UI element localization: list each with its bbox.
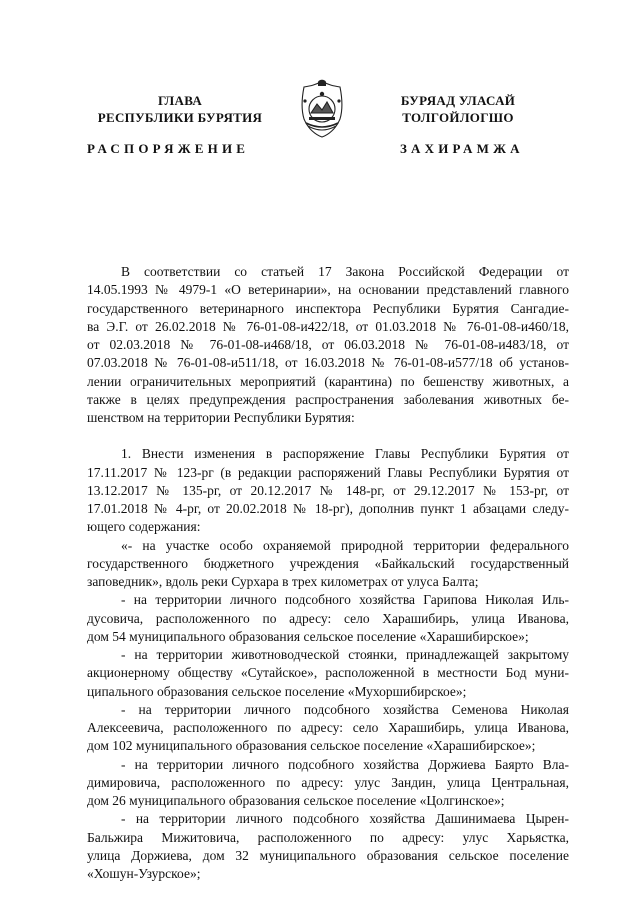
text-line: шенством на территории Республики Бурятия: xyxy=(87,410,355,425)
text-line: 13.12.2017 № 135-рг, от 20.12.2017 № 148-рг, от 29.12.2017 № 153-рг, от xyxy=(87,482,569,498)
text-line: - на территории личного подсобного хозяйства Гарипова Николая Иль- xyxy=(121,592,569,608)
text-line: Алексеевича, расположенного по адресу: село Харашибирь, улица Иванова, xyxy=(87,720,569,735)
issuer-title-buryat xyxy=(358,92,558,126)
text-line: ципального образования сельское поселение «Мухоршибирское»; xyxy=(87,683,467,699)
text-line: - на территории личного подсобного хозяйства Семенова Николая xyxy=(121,701,569,717)
text-line: - на территории личного подсобного хозяйства Дашинимаева Цырен- xyxy=(121,811,569,827)
text-line: Бальжира Мижитовича, расположенного по адресу: улус Харьястка, xyxy=(87,829,569,845)
text-line: также в целях предупреждения распространения заболевания животных бе- xyxy=(87,391,569,407)
document-body xyxy=(87,263,569,883)
text-line: 14.05.1993 № 4979-1 «О ветеринарии», на основании представлений главного xyxy=(87,282,569,298)
clause-paragraph xyxy=(87,591,569,646)
buryatia-coat-of-arms-icon xyxy=(296,79,348,139)
text-line: - на территории животноводческой стоянки, принадлежащей закрытому xyxy=(121,647,569,662)
preamble-paragraph xyxy=(87,263,569,427)
text-line: ва Э.Г. от 26.02.2018 № 76-01-08-и422/18, от 01.03.2018 № 76-01-08-и460/18, xyxy=(87,318,569,334)
text-line: акционерному обществу «Сутайское», расположенной в местности Бод муни- xyxy=(87,665,569,681)
text-line: дом 26 муниципального образования сельское поселение «Цолгинское»; xyxy=(87,793,505,808)
text-line: 17.11.2017 № 123-рг (в редакции распоряжений Главы Республики Бурятия от xyxy=(87,464,569,480)
text-line: ющего содержания: xyxy=(87,519,201,535)
text-line: государственного бюджетного учреждения «Байкальский государственный xyxy=(87,555,569,571)
text-line: 17.01.2018 № 4-рг, от 20.02.2018 № 18-рг), дополнив пункт 1 абзацами следу- xyxy=(87,501,569,516)
text-line: улица Доржиева, дом 32 муниципального образования сельское поселение xyxy=(87,847,569,863)
issuer-title-line: ГЛАВА xyxy=(157,93,203,108)
text-line: заповедник», вдоль реки Сурхара в трех километрах от улуса Балта; xyxy=(87,574,479,589)
text-line: - на территории личного подсобного хозяйства Доржиева Баярто Вла- xyxy=(121,756,569,772)
text-line: дом 102 муниципального образования сельское поселение «Харашибирское»; xyxy=(87,738,536,754)
text-line: от 02.03.2018 № 76-01-08-и468/18, от 06.03.2018 № 76-01-08-и483/18, от xyxy=(87,337,569,352)
clause-paragraph xyxy=(87,646,569,701)
clause-paragraph xyxy=(87,810,569,883)
text-line: 07.03.2018 № 76-01-08-и511/18, от 16.03.2018 № 76-01-08-и577/18 об установ- xyxy=(87,355,569,371)
document-type-russian: РАСПОРЯЖЕНИЕ xyxy=(87,141,250,156)
issuer-title-line: РЕСПУБЛИКИ БУРЯТИЯ xyxy=(97,110,263,125)
clause-paragraph xyxy=(87,701,569,756)
text-line: димировича, расположенного по адресу: улус Зандин, улица Центральная, xyxy=(87,774,569,790)
issuer-title-line: ТОЛГОЙЛОГШО xyxy=(402,110,514,125)
paragraph-gap xyxy=(87,427,569,445)
item-1-paragraph xyxy=(87,445,569,536)
text-line: лении ограничительных мероприятий (карантина) по бешенству животных, а xyxy=(87,373,569,389)
text-line: «- на участке особо охраняемой природной территории федерального xyxy=(121,537,569,553)
issuer-title-line: БУРЯАД УЛАСАЙ xyxy=(400,93,516,108)
issuer-title-russian xyxy=(80,92,280,126)
document-type-buryat: ЗАХИРАМЖА xyxy=(400,141,524,156)
text-line: государственного ветеринарного инспектора Республики Бурятия Сангадие- xyxy=(87,300,569,316)
text-line: «Хошун-Узурское»; xyxy=(87,866,201,881)
text-line: В соответствии со статьей 17 Закона Российской Федерации от xyxy=(121,264,569,279)
clause-paragraph xyxy=(87,537,569,592)
text-line: дусовича, расположенного по адресу: село Харашибирь, улица Иванова, xyxy=(87,610,569,626)
clause-paragraph xyxy=(87,756,569,811)
text-line: 1. Внести изменения в распоряжение Главы Республики Бурятия от xyxy=(121,446,569,462)
text-line: дом 54 муниципального образования сельское поселение «Харашибирское»; xyxy=(87,628,529,644)
